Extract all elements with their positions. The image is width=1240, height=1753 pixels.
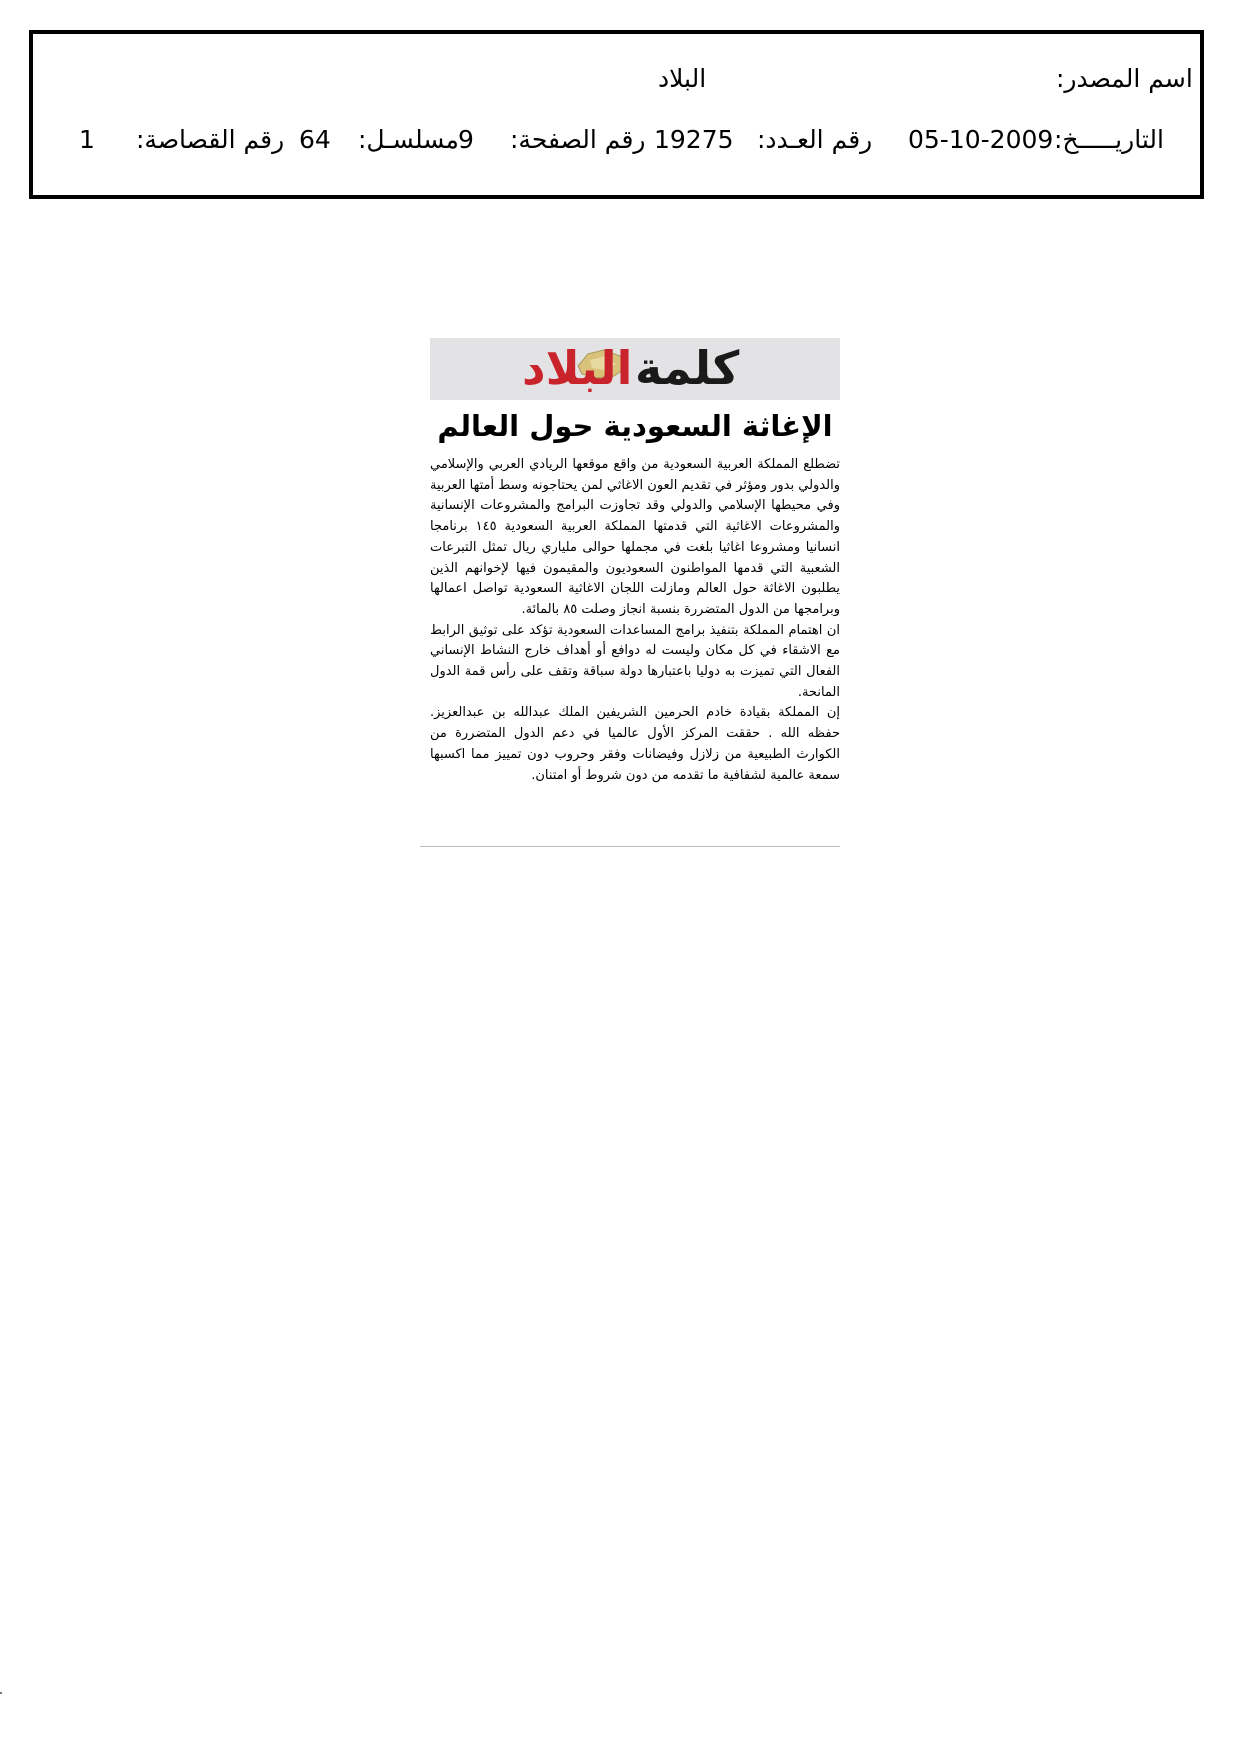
bottom-divider <box>420 846 840 847</box>
serial-label: مسلسـل: <box>358 125 459 154</box>
clip-label: رقم القصاصة: <box>136 125 285 154</box>
date-label: التاريـــــخ: <box>1054 125 1164 154</box>
issue-label: رقم العـدد: <box>757 125 873 154</box>
source-info-box <box>29 30 1204 199</box>
date-value: 05-10-2009 <box>908 125 1054 154</box>
scan-speck <box>0 1692 2 1694</box>
masthead-word-black: كلمة <box>635 341 740 395</box>
article-headline: الإغاثة السعودية حول العالم <box>437 409 833 443</box>
source-value: البلاد <box>658 64 707 93</box>
source-label: اسم المصدر: <box>1056 64 1193 93</box>
page-label: رقم الصفحة: <box>510 125 646 154</box>
clip-value: 1 <box>79 125 95 154</box>
serial-value: 64 <box>299 125 331 154</box>
page-value: 9 <box>458 125 474 154</box>
masthead-word-red: البلاد <box>522 341 633 395</box>
article-body <box>430 455 840 786</box>
article-paragraph: ان اهتمام المملكة بتنفيذ برامج المساعدات السعودية تؤكد على توثيق الرابط مع الاشقاء في كل مكان وليست له دوافع أو أهداف خارج النشاط الإنساني الفعال التي تميزت به دوليا باعتبارها دولة سباقة وتقف على رأس قمة الدول المانحة. <box>430 622 840 700</box>
article-paragraph: إن المملكة بقيادة خادم الحرمين الشريفين الملك عبدالله بن عبدالعزيز. حفظه الله . حققت المركز الأول عالميا في دعم الدول المتضررة من الكوارث الطبيعية من زلازل وفيضانات وفقر وحروب دون تمييز مما اكسبها سمعة عالمية لشفافية ما تقدمه من دون شروط أو امتنان. <box>430 705 840 783</box>
article-paragraph: تضطلع المملكة العربية السعودية من واقع موقعها الريادي العربي والإسلامي والدولي بدور ومؤثر في تقديم العون الاغاثي لمن يحتاجونه وسط أمتها العربية وفي محيطها الإسلامي والدولي وقد تجاوزت البرامج والمشروعات الإنسانية والمشروعات الاغاثية التي قدمتها المملكة العربية السعودية ١٤٥ برنامجا انسانيا ومشروعا اغاثيا بلغت في مجملها حوالى ملياري ريال تمثل التبرعات الشعبية التي قدمها المواطنون السعوديون والمقيمون فيها لإخوانهم الذين يطلبون الاغاثة حول العالم ومازلت اللجان الاغاثية السعودية تواصل اعمالها وبرامجها من الدول المتضررة بنسبة انجاز وصلت ٨٥ بالمائة. <box>430 457 840 617</box>
issue-value: 19275 <box>654 125 734 154</box>
masthead <box>430 338 840 400</box>
